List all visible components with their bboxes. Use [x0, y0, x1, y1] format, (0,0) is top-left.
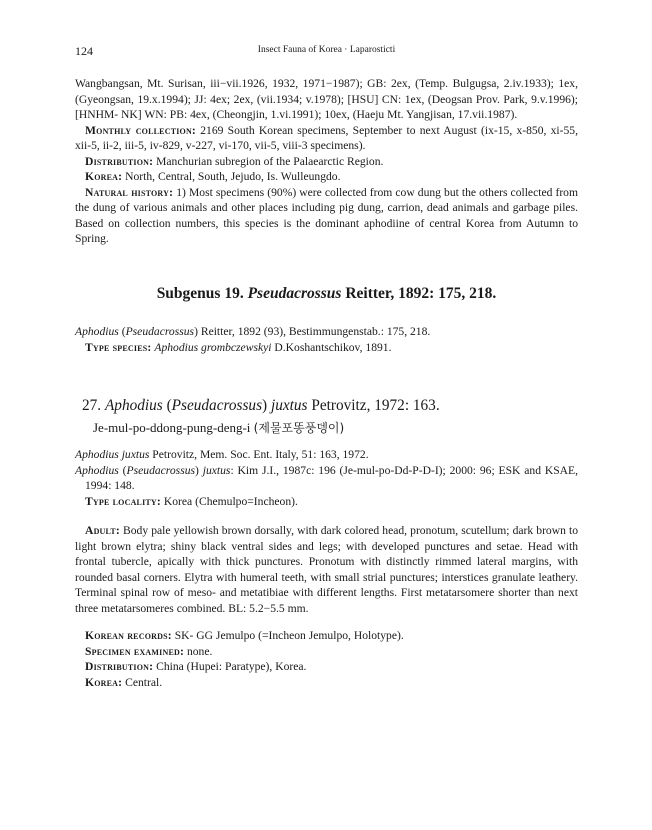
type-species-author: D.Koshantschikov, 1891.	[274, 340, 392, 354]
species-distribution	[75, 659, 578, 675]
page-number: 124	[75, 44, 93, 58]
synonym-1-rest: Petrovitz, Mem. Soc. Ent. Italy, 51: 163, 1972.	[149, 448, 369, 461]
type-locality-label: Type locality:	[85, 494, 161, 508]
korea-label: Korea:	[85, 170, 123, 183]
adult-paragraph	[75, 523, 578, 616]
records-continued: Wangbangsan, Mt. Surisan, iii−vii.1926, 1932, 1971−1987); GB: 2ex, (Temp. Bulgugsa, 2.iv.1933); 1ex, (Gyeongsan, 19.x.1994); JJ: 4ex; 2ex, (vii.1934; v.1978); [HSU] CN: 1ex, (Deogsan Prov. Park, 9.v.1996); [HNHM- NK] WN: PB: 4ex, (Cheongjin, 1.vi.1991); 10ex, (Haeju Mt. Yangjisan, 17.vii.1987).	[75, 77, 578, 121]
distribution	[75, 154, 578, 170]
citation-genus: Aphodius	[75, 325, 119, 338]
natural-history-label: Natural history:	[85, 185, 174, 199]
korea	[75, 169, 578, 185]
page-header	[75, 44, 578, 60]
synonym-2-epithet: juxtus	[202, 463, 231, 477]
natural-history	[75, 185, 578, 247]
synonym-2-genus: Aphodius	[75, 463, 119, 477]
subgenus-name: Pseudacrossus	[247, 285, 342, 302]
citation-rest: ) Reitter, 1892 (93), Bestimmungenstab.: 175, 218.	[194, 325, 431, 338]
species-number: 27.	[82, 397, 102, 414]
korean-records-text: SK- GG Jemulpo (=Incheon Jemulpo, Holotype).	[174, 629, 404, 642]
species-distribution-label: Distribution:	[85, 660, 154, 673]
distribution-label: Distribution:	[85, 154, 154, 168]
type-locality	[75, 494, 578, 510]
species-genus: Aphodius	[104, 397, 163, 414]
citation-subgenus: Pseudacrossus	[125, 325, 195, 338]
species-korea-label: Korea:	[85, 675, 123, 689]
synonym-1	[75, 447, 578, 463]
subgenus-section	[75, 324, 578, 355]
synonym-2: Aphodius (Pseudacrossus) juxtus: Kim J.I., 1987c: 196 (Je-mul-po-Dd-P-D-I); 2000: 96; ESK and KSAE, 1994: 148.	[75, 463, 579, 492]
synonym-2-subgenus: Pseudacrossus	[126, 463, 196, 477]
korea-text: North, Central, South, Jejudo, Is. Wulleungdo.	[125, 170, 341, 183]
type-locality-text: Korea (Chemulpo=Incheon).	[163, 494, 298, 508]
subgenus-prefix: Subgenus 19.	[156, 285, 244, 302]
species-records	[75, 628, 578, 690]
synonym-1-name: Aphodius juxtus	[75, 448, 150, 461]
species-korea	[75, 675, 578, 691]
species-heading: 27. Aphodius (Pseudacrossus) juxtus Petrovitz, 1972: 163.	[82, 397, 440, 414]
type-species-label: Type species:	[85, 340, 152, 354]
species-korea-text: Central.	[125, 675, 163, 689]
distribution-text: Manchurian subregion of the Palaearctic Region.	[156, 154, 384, 168]
species-authority: Petrovitz, 1972: 163.	[311, 397, 440, 414]
running-title: Insect Fauna of Korea · Laparosticti	[257, 45, 396, 55]
species-synonymy	[75, 447, 578, 509]
subgenus-authority: Reitter, 1892: 175, 218.	[345, 285, 497, 302]
korean-hangul: (제물포똥풍뎅이)	[253, 421, 345, 435]
adult-label: Adult:	[85, 524, 120, 537]
species-epithet: juxtus	[270, 397, 308, 414]
korean-records-label: Korean records:	[85, 629, 172, 642]
subgenus-citation	[75, 324, 578, 340]
type-species-name: Aphodius grombczewskyi	[154, 340, 272, 354]
specimen-examined-text: none.	[186, 644, 213, 658]
subgenus-heading	[75, 285, 578, 303]
specimen-examined-label: Specimen examined:	[85, 644, 185, 658]
species-distribution-text: China (Hupei: Paratype), Korea.	[156, 660, 307, 673]
korean-romanized: Je-mul-po-ddong-pung-deng-i	[93, 420, 251, 435]
monthly-collection-label: Monthly collection:	[85, 123, 196, 137]
korean-records	[75, 628, 578, 644]
citation-open: (	[118, 325, 126, 338]
species-korean-name	[93, 419, 344, 436]
specimen-examined	[75, 644, 578, 660]
type-species	[75, 340, 578, 356]
synonym-2-rest: : Kim J.I., 1987c: 196 (Je-mul-po-Dd-P-D-I); 2000: 96; ESK and KSAE, 1994: 148.	[85, 463, 579, 492]
monthly-collection	[75, 123, 578, 154]
monthly-collection-text: 2169 South Korean specimens, September to next August (ix-15, x-850, xi-55, xii-5, ii-2, iii-5, iv-829, v-227, vi-170, vii-5, viii-3 specimens).	[75, 123, 578, 152]
adult-text: Body pale yellowish brown dorsally, with dark colored head, pronotum, scutellum; dark brown to light brown elytra; shiny black ventral sides and legs; with developed punctures and setae. Head with frontal tubercle, apically with thick punctures. Pronotum with distinctly rimmed lateral margins, with rounded basal corners. Elytra with humeral teeth, with small strial punctures; interstices granulate leathery. Terminal spinal row of meso- and metatibiae with different lengths. First metatarsomere shorter than next three metatarsomeres combined. BL: 5.2−5.5 mm.	[75, 524, 578, 615]
species-subgenus: Pseudacrossus	[171, 397, 263, 414]
natural-history-text: 1) Most specimens (90%) were collected from cow dung but the others collected from the dung of various animals and other places including pig dung, carrion, dead animals and garbage piles. Based on collection numbers, this species is the dominant aphodiine of central Korea from Autumn to Spring.	[75, 185, 578, 245]
adult-description	[75, 523, 578, 616]
previous-species-section	[75, 76, 578, 247]
